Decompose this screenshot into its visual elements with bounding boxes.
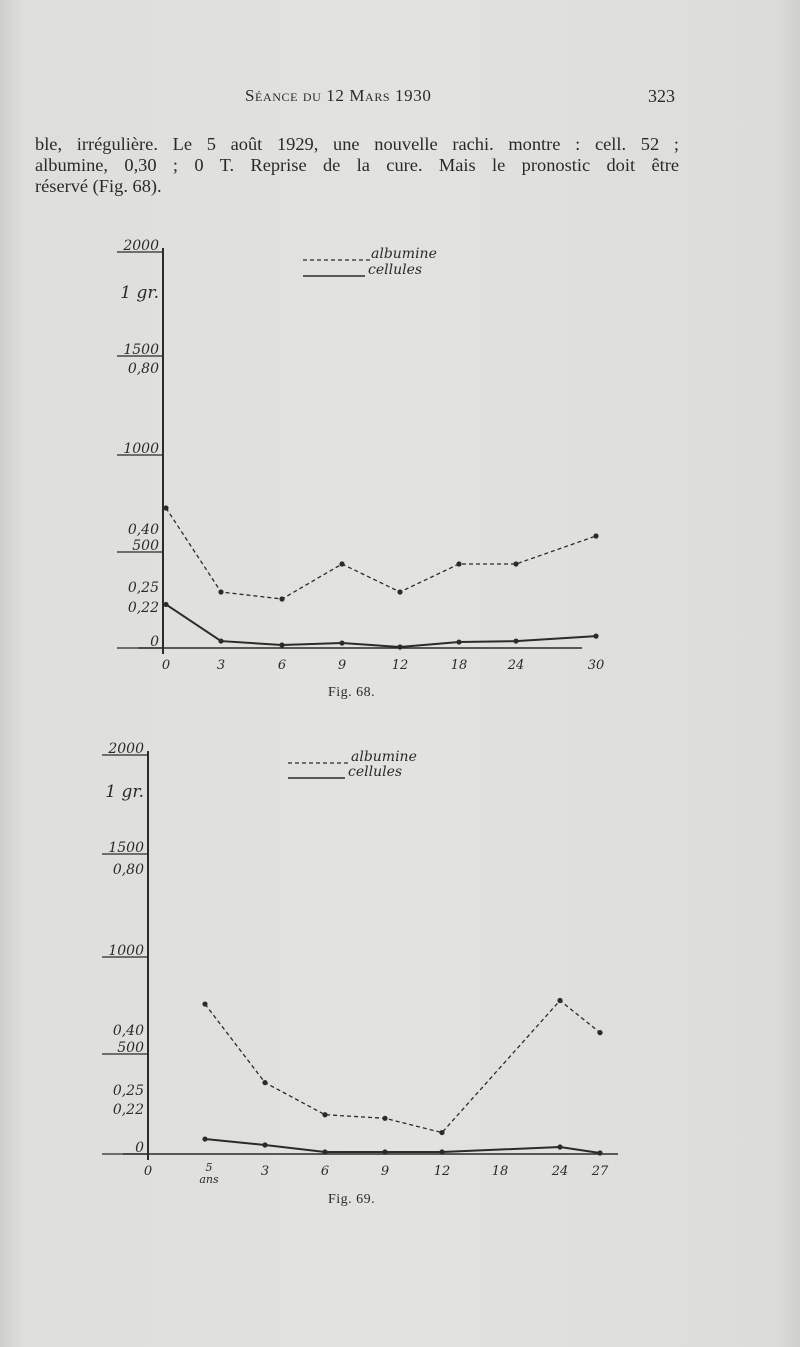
x-tick-label: ans <box>199 1173 219 1186</box>
y-tick-label-cells: 0 <box>150 634 159 650</box>
y-tick-label-cells: 1500 <box>108 840 144 856</box>
x-tick-label: 3 <box>216 658 226 673</box>
body-line: albumine, 0,30 ; 0 T. Reprise de la cure. Mais le pronostic doit être <box>35 155 679 175</box>
series-line-albumine <box>205 1000 600 1132</box>
page-number: 323 <box>648 86 675 106</box>
body-line: réservé (Fig. 68). <box>35 176 162 196</box>
y-tick-label-albumin: 0,80 <box>112 862 144 878</box>
data-point-cellules <box>279 642 284 647</box>
x-tick-label: 6 <box>320 1164 330 1179</box>
x-tick-label: 24 <box>507 658 525 673</box>
data-point-albumine <box>382 1116 387 1121</box>
x-tick-label: 30 <box>587 658 605 673</box>
y-tick-label-albumin: 0,80 <box>127 361 159 377</box>
data-point-cellules <box>262 1142 267 1147</box>
figure-69-chart <box>0 735 800 1205</box>
y-tick-label-albumin: 0,25 <box>112 1083 144 1099</box>
running-head <box>0 86 800 110</box>
x-tick-label: 18 <box>450 658 468 673</box>
x-tick-label: 9 <box>380 1164 390 1179</box>
y-tick-label-cells: 0 <box>135 1140 144 1156</box>
running-title: Séance du 12 Mars 1930 <box>245 86 432 105</box>
y-tick-label-albumin: 0,25 <box>127 580 159 596</box>
x-tick-label: 9 <box>337 658 347 673</box>
data-point-cellules <box>322 1149 327 1154</box>
body-line: ble, irrégulière. Le 5 août 1929, une nouvelle rachi. montre : cell. 52 ; <box>35 134 679 154</box>
data-point-albumine <box>322 1112 327 1117</box>
y-tick-label-cells: 1000 <box>123 441 159 457</box>
data-point-cellules <box>456 639 461 644</box>
x-tick-label: 18 <box>491 1164 509 1179</box>
y-tick-label-cells: 500 <box>132 538 159 554</box>
data-point-cellules <box>397 644 402 649</box>
y-tick-label-albumin: 1 gr. <box>120 283 159 303</box>
x-tick-label: 12 <box>391 658 409 673</box>
data-point-albumine <box>597 1030 602 1035</box>
data-point-albumine <box>218 589 223 594</box>
y-tick-label-albumin: 0,22 <box>112 1102 144 1118</box>
series-line-albumine <box>166 508 596 599</box>
legend-label-albumine: albumine <box>351 749 417 765</box>
legend-label-cellules: cellules <box>368 262 423 278</box>
data-point-cellules <box>218 638 223 643</box>
data-point-cellules <box>513 638 518 643</box>
data-point-albumine <box>593 533 598 538</box>
data-point-albumine <box>279 596 284 601</box>
x-tick-label: 12 <box>433 1164 451 1179</box>
data-point-albumine <box>339 561 344 566</box>
x-tick-label: 24 <box>551 1164 569 1179</box>
y-tick-label-albumin: 0,40 <box>112 1023 144 1039</box>
data-point-albumine <box>513 561 518 566</box>
figure-69-caption: Fig. 69. <box>328 1192 376 1207</box>
data-point-cellules <box>597 1150 602 1155</box>
legend-label-albumine: albumine <box>371 246 437 262</box>
legend-label-cellules: cellules <box>348 764 403 780</box>
data-point-cellules <box>593 634 598 639</box>
x-tick-label: 27 <box>591 1164 609 1179</box>
data-point-cellules <box>557 1144 562 1149</box>
data-point-albumine <box>439 1130 444 1135</box>
data-point-albumine <box>202 1001 207 1006</box>
x-tick-label: 3 <box>260 1164 270 1179</box>
y-tick-label-cells: 2000 <box>123 238 159 254</box>
x-tick-label: 0 <box>143 1164 153 1179</box>
body-paragraph <box>35 134 679 197</box>
y-tick-label-cells: 2000 <box>108 741 144 757</box>
y-tick-label-albumin: 0,40 <box>127 522 159 538</box>
figure-68-chart <box>0 230 800 710</box>
y-tick-label-albumin: 1 gr. <box>105 782 144 802</box>
data-point-albumine <box>397 589 402 594</box>
x-tick-label: 6 <box>277 658 287 673</box>
data-point-albumine <box>557 998 562 1003</box>
data-point-cellules <box>439 1149 444 1154</box>
y-tick-label-albumin: 0,22 <box>127 600 159 616</box>
y-tick-label-cells: 1500 <box>123 342 159 358</box>
data-point-albumine <box>456 561 461 566</box>
data-point-cellules <box>202 1136 207 1141</box>
x-tick-label: 0 <box>161 658 171 673</box>
data-point-cellules <box>382 1149 387 1154</box>
data-point-albumine <box>163 505 168 510</box>
x-tick-label: 5 <box>205 1161 213 1174</box>
series-line-cellules <box>166 604 596 647</box>
y-tick-label-cells: 1000 <box>108 943 144 959</box>
figure-68-caption: Fig. 68. <box>328 685 376 700</box>
data-point-cellules <box>163 602 168 607</box>
data-point-cellules <box>339 640 344 645</box>
y-tick-label-cells: 500 <box>117 1040 144 1056</box>
data-point-albumine <box>262 1080 267 1085</box>
